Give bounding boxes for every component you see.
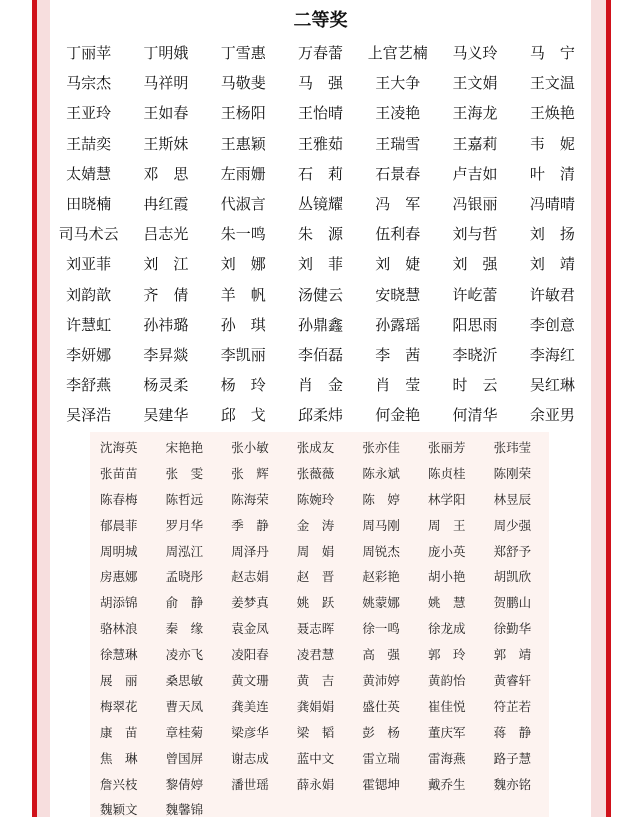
winner-name: 姚 慧 xyxy=(427,595,466,611)
winner-name: 万春蕾 xyxy=(297,44,343,62)
winner-name: 梅翠花 xyxy=(100,698,138,714)
winner-name: 罗月华 xyxy=(165,517,204,533)
winner-name: 安晓慧 xyxy=(375,285,421,304)
winner-name: 刘与哲 xyxy=(452,225,498,244)
winner-name: 刘韵歆 xyxy=(66,285,112,304)
winner-name: 姜梦真 xyxy=(231,595,269,611)
winner-name: 冯 军 xyxy=(375,194,421,213)
winner-name: 孙 琪 xyxy=(220,315,266,334)
winner-name: 时 云 xyxy=(452,376,498,395)
winner-name: 符芷若 xyxy=(493,698,532,714)
winner-name: 冯银丽 xyxy=(452,194,498,213)
winner-name: 肖 金 xyxy=(297,376,343,395)
winner-name: 左雨姗 xyxy=(220,164,266,183)
winner-name: 庞小英 xyxy=(427,543,466,559)
winner-name: 赵志娟 xyxy=(231,569,269,585)
winner-name: 盛仕英 xyxy=(362,698,400,714)
winner-name: 魏颖文 xyxy=(100,802,138,818)
winner-name: 李创意 xyxy=(529,315,575,334)
winner-name: 郁晨菲 xyxy=(100,517,138,533)
winner-name: 黄文珊 xyxy=(231,673,269,689)
winner-name: 王海龙 xyxy=(452,104,498,123)
winner-name: 周锐杰 xyxy=(362,543,400,559)
winner-name: 刘 江 xyxy=(143,255,189,274)
winner-name: 陈贞桂 xyxy=(427,465,466,481)
winner-name: 展 丽 xyxy=(100,673,138,689)
winner-name: 朱一鸣 xyxy=(220,225,266,244)
winner-name: 张 雯 xyxy=(165,465,204,481)
winner-name: 陈春梅 xyxy=(100,491,138,507)
winner-name: 王凌艳 xyxy=(375,104,421,123)
award-title: 二等奖 xyxy=(293,10,348,31)
winner-name: 周泽丹 xyxy=(231,543,269,559)
winner-name: 齐 倩 xyxy=(143,285,189,304)
award-panel xyxy=(50,0,591,432)
winner-name: 许屹蕾 xyxy=(452,285,498,304)
winner-name: 何金艳 xyxy=(375,406,421,425)
winner-name: 李 茜 xyxy=(375,345,421,364)
winner-name: 雷海燕 xyxy=(427,750,466,766)
winner-name: 马祥明 xyxy=(143,74,189,93)
winner-name: 徐勤华 xyxy=(493,621,532,637)
winner-name: 徐龙成 xyxy=(427,621,466,637)
winner-name: 周泓江 xyxy=(165,543,204,559)
winner-name: 李晓沂 xyxy=(452,345,498,364)
winner-name: 张成友 xyxy=(296,440,335,455)
winner-name: 石景春 xyxy=(375,164,421,183)
winner-name: 李佰磊 xyxy=(297,345,343,364)
winner-name: 龚美连 xyxy=(231,698,269,714)
winner-name: 胡凯欣 xyxy=(493,569,532,585)
winner-name: 黄韵怡 xyxy=(427,673,466,689)
winner-name: 李海红 xyxy=(529,345,575,364)
winner-name: 李舒燕 xyxy=(66,376,112,395)
winner-name: 宋艳艳 xyxy=(165,440,204,455)
winner-name: 王斯妹 xyxy=(143,134,189,153)
winner-panel-secondary xyxy=(90,432,549,817)
winner-name: 曾国屏 xyxy=(165,750,204,766)
winner-name: 黄沛婷 xyxy=(362,673,400,689)
winner-name: 高 强 xyxy=(362,647,400,663)
winner-name: 骆林浪 xyxy=(100,621,138,637)
winner-name: 王文娟 xyxy=(452,74,498,93)
winner-name: 伍利春 xyxy=(375,225,421,244)
winner-name: 杨灵柔 xyxy=(143,376,189,395)
winner-name: 王喆奕 xyxy=(66,134,112,153)
winner-name: 薛永娟 xyxy=(296,776,335,792)
winner-name: 陈海荣 xyxy=(231,491,269,507)
winner-name: 周 王 xyxy=(427,517,466,533)
winner-name: 焦 琳 xyxy=(100,750,138,766)
winner-name: 雷立瑞 xyxy=(362,750,400,766)
winner-name: 王如春 xyxy=(143,104,189,123)
winner-name: 朱 源 xyxy=(297,225,343,244)
winner-name: 韦 妮 xyxy=(529,134,575,153)
winner-name: 孙祎璐 xyxy=(143,315,189,334)
winner-name: 王惠颖 xyxy=(220,134,266,153)
winner-name: 吴建华 xyxy=(143,406,189,425)
winner-name: 潘世瑶 xyxy=(231,776,269,792)
winner-name: 石 莉 xyxy=(297,164,343,183)
winner-name: 季 静 xyxy=(231,517,269,533)
winner-name: 赵彩艳 xyxy=(362,569,400,585)
winner-name: 吕志光 xyxy=(143,225,189,244)
winner-name: 羊 帆 xyxy=(220,285,266,304)
winner-name: 徐一鸣 xyxy=(362,621,400,637)
winner-name: 秦 缘 xyxy=(165,621,204,637)
winner-name: 黄 吉 xyxy=(296,673,335,689)
winner-name: 肖 莹 xyxy=(375,376,421,395)
winner-name: 陈永斌 xyxy=(362,465,400,481)
winner-name: 詹兴枝 xyxy=(100,776,138,792)
left-pink-stripe xyxy=(37,0,50,817)
winner-name: 马宗杰 xyxy=(66,74,112,93)
winner-name: 王杨阳 xyxy=(220,104,266,123)
winner-name: 胡小艳 xyxy=(427,569,466,585)
winner-name: 袁金凤 xyxy=(231,621,269,637)
winner-name: 林学阳 xyxy=(427,491,466,507)
winner-name: 贺鹏山 xyxy=(493,595,532,611)
winner-name: 黄睿轩 xyxy=(493,673,532,689)
winner-name: 姚蒙娜 xyxy=(362,595,400,611)
winner-name: 康 苗 xyxy=(100,724,138,740)
winner-name: 张小敏 xyxy=(231,440,269,455)
winner-name: 戴乔生 xyxy=(427,776,466,792)
winner-name: 冉红霞 xyxy=(143,194,189,213)
winner-name: 胡添锦 xyxy=(100,595,138,611)
winner-name: 王嘉莉 xyxy=(452,134,498,153)
winner-name: 刘 婕 xyxy=(375,255,421,274)
winner-name: 张玮莹 xyxy=(493,440,532,455)
winner-name: 俞 静 xyxy=(165,595,204,611)
winner-name: 王大争 xyxy=(375,74,421,93)
winner-name: 董庆军 xyxy=(427,724,466,740)
winner-name: 周少强 xyxy=(493,517,532,533)
winner-name: 谢志成 xyxy=(231,750,269,766)
winner-name: 刘 靖 xyxy=(529,255,575,274)
winner-name: 刘 娜 xyxy=(220,255,266,274)
right-red-border xyxy=(606,0,611,817)
winner-name: 王瑞雪 xyxy=(375,134,421,153)
winner-name: 田晓楠 xyxy=(66,194,112,213)
winner-name: 林昱辰 xyxy=(493,491,532,507)
winner-grid-secondary xyxy=(98,435,558,823)
winner-name: 丁雪惠 xyxy=(220,44,266,62)
winner-name: 王怡晴 xyxy=(297,104,343,123)
winner-name: 周马刚 xyxy=(362,517,400,533)
winner-name: 王文温 xyxy=(529,74,575,93)
winner-name: 李昇燚 xyxy=(143,345,189,364)
winner-name: 丁丽苹 xyxy=(66,44,112,62)
winner-name: 李凯丽 xyxy=(220,345,266,364)
right-pink-stripe xyxy=(591,0,606,817)
winner-name: 马 强 xyxy=(297,74,343,93)
winner-name: 张 辉 xyxy=(231,465,269,481)
winner-name: 代淑言 xyxy=(220,194,266,213)
winner-name: 霍锶坤 xyxy=(362,776,400,792)
winner-name: 李妍娜 xyxy=(66,345,112,364)
winner-name: 张薇薇 xyxy=(296,465,335,481)
winner-name: 凌亦飞 xyxy=(165,647,204,663)
winner-name: 马义玲 xyxy=(452,44,498,62)
winner-name: 邓 思 xyxy=(143,164,189,183)
winner-name: 丛镜耀 xyxy=(297,194,343,213)
winner-name: 刘 扬 xyxy=(529,225,575,244)
winner-name: 周明城 xyxy=(100,543,138,559)
winner-name: 张苗苗 xyxy=(100,465,138,481)
winner-name: 桑思敏 xyxy=(165,673,204,689)
winner-name: 余亚男 xyxy=(529,406,575,425)
winner-name: 姚 跃 xyxy=(296,595,335,611)
winner-name: 蓝中文 xyxy=(296,750,335,766)
winner-name: 王雅茹 xyxy=(297,134,343,153)
winner-name: 叶 清 xyxy=(529,164,575,183)
winner-name: 司马术云 xyxy=(58,225,119,244)
winner-name: 郭 玲 xyxy=(427,647,466,663)
winner-name: 陈哲远 xyxy=(165,491,204,507)
winner-name: 太婧慧 xyxy=(66,164,112,183)
winner-name: 阳思雨 xyxy=(452,315,498,334)
winner-name: 金 涛 xyxy=(296,517,335,533)
winner-name: 龚娟娟 xyxy=(296,698,335,714)
winner-name: 刘 强 xyxy=(452,255,498,274)
winner-name: 周 娟 xyxy=(296,543,335,559)
winner-name: 汤健云 xyxy=(297,285,343,304)
winner-name: 路子慧 xyxy=(493,750,532,766)
winner-name: 蒋 静 xyxy=(493,724,532,740)
winner-name: 梁彦华 xyxy=(231,724,269,740)
winner-name: 梁 韬 xyxy=(296,724,335,740)
winner-name: 凌阳春 xyxy=(231,647,269,663)
winner-name: 聂志晖 xyxy=(296,621,335,637)
winner-name: 上官艺楠 xyxy=(367,44,428,62)
winner-name: 丁明娥 xyxy=(143,44,189,62)
winner-name: 马敬斐 xyxy=(220,74,266,93)
winner-name: 陈 婷 xyxy=(362,491,400,507)
winner-name: 许敏君 xyxy=(529,285,575,304)
winner-name: 徐慧琳 xyxy=(100,647,138,663)
winner-grid-main xyxy=(50,38,591,430)
winner-name: 黎倩婷 xyxy=(165,776,204,792)
winner-name: 郭 靖 xyxy=(493,647,532,663)
winner-name: 刘 菲 xyxy=(297,255,343,274)
winner-name: 许慧虹 xyxy=(66,315,112,334)
winner-name: 魏亦铭 xyxy=(493,776,532,792)
winner-name: 房惠娜 xyxy=(100,569,138,585)
winner-name: 陈婉玲 xyxy=(296,491,335,507)
winner-name: 孙鼎鑫 xyxy=(297,315,343,334)
winner-name: 沈海英 xyxy=(100,440,138,455)
winner-name: 邱 戈 xyxy=(220,406,266,425)
winner-name: 马 宁 xyxy=(529,44,575,62)
winner-name: 杨 玲 xyxy=(220,376,266,395)
winner-name: 孙露瑶 xyxy=(375,315,421,334)
winner-name: 王亚玲 xyxy=(66,104,112,123)
winner-name: 魏馨锦 xyxy=(165,802,204,818)
winner-name: 吴泽浩 xyxy=(66,406,112,425)
winner-name: 邱柔炜 xyxy=(297,406,343,425)
winner-name: 彭 杨 xyxy=(362,724,400,740)
winner-name: 孟晓彤 xyxy=(165,569,204,585)
winner-name: 刘亚菲 xyxy=(66,255,112,274)
winner-name: 凌君慧 xyxy=(296,647,335,663)
winner-name: 张丽芳 xyxy=(427,440,466,455)
winner-name: 吴红琳 xyxy=(529,376,575,395)
winner-name: 卢吉如 xyxy=(452,164,498,183)
winner-name: 曹天凤 xyxy=(165,698,204,714)
winner-name: 冯晴晴 xyxy=(529,194,575,213)
winner-name: 陈刚荣 xyxy=(493,465,532,481)
winner-name: 郑舒予 xyxy=(493,543,532,559)
winner-name: 赵 晋 xyxy=(296,569,335,585)
winner-name: 张亦佳 xyxy=(362,440,400,455)
winner-name: 章桂菊 xyxy=(165,724,204,740)
winner-name: 崔佳悦 xyxy=(427,698,466,714)
winner-name: 何清华 xyxy=(452,406,498,425)
winner-name: 王焕艳 xyxy=(529,104,575,123)
